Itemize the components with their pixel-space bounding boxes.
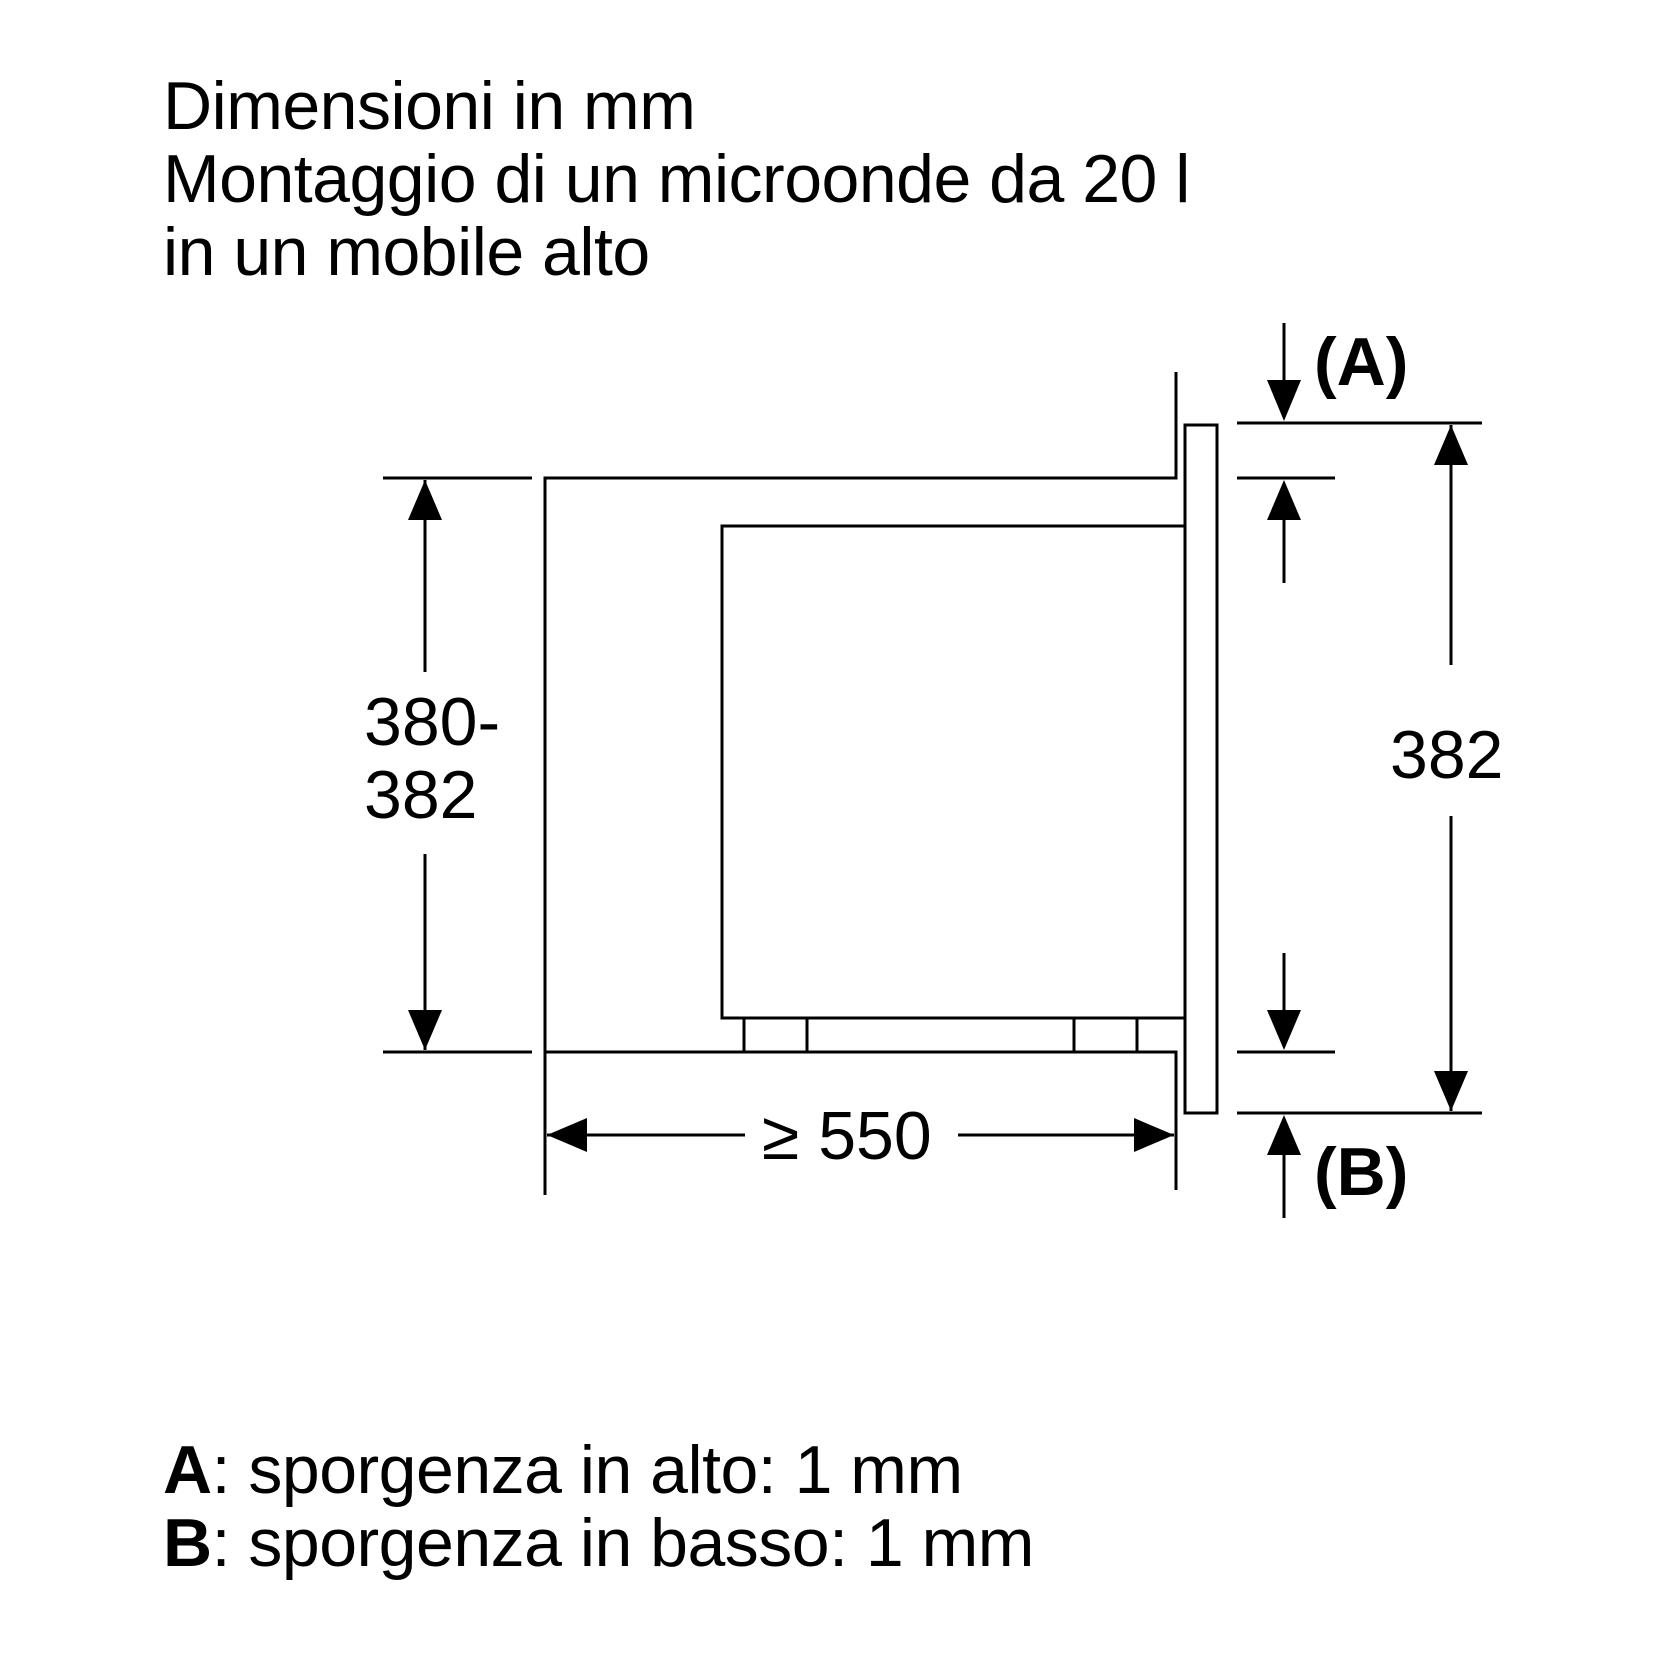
appliance-foot-right [1074, 1018, 1137, 1052]
cabinet-niche-outline [545, 372, 1176, 1190]
arrow-niche-height-down [408, 1010, 442, 1050]
legend-key-b: B [163, 1505, 212, 1581]
appliance-foot-left [744, 1018, 807, 1052]
arrow-appliance-height-up [1434, 425, 1468, 465]
niche-height-label-line-1: 380- [364, 684, 501, 760]
marker-b-label: (B) [1314, 1134, 1409, 1210]
arrow-protrusion-a-up [1267, 480, 1301, 520]
niche-height-label-line-2: 382 [364, 757, 478, 833]
appliance-height-label: 382 [1390, 717, 1504, 793]
arrow-niche-depth-right [1134, 1118, 1174, 1152]
title-line-2: Montaggio di un microonde da 20 l [163, 141, 1190, 217]
arrow-niche-depth-left [547, 1118, 587, 1152]
legend-text-a: : sporgenza in alto: 1 mm [211, 1432, 963, 1508]
niche-depth-label: ≥ 550 [762, 1098, 932, 1174]
title-line-1: Dimensioni in mm [163, 68, 696, 144]
legend-key-a: A [163, 1432, 212, 1508]
arrow-niche-height-up [408, 480, 442, 520]
appliance-front-frame [1185, 425, 1217, 1113]
arrow-protrusion-b-down [1267, 1010, 1301, 1050]
legend-item-b [163, 1507, 1034, 1580]
arrow-appliance-height-down [1434, 1071, 1468, 1111]
arrow-protrusion-b-up [1267, 1115, 1301, 1155]
legend-text-b: : sporgenza in basso: 1 mm [211, 1505, 1034, 1581]
appliance-body [722, 526, 1185, 1018]
legend [163, 1434, 1034, 1580]
title-line-3: in un mobile alto [163, 214, 650, 290]
marker-a-label: (A) [1314, 324, 1409, 400]
arrow-protrusion-a-down [1267, 380, 1301, 421]
legend-item-a [163, 1434, 1034, 1507]
